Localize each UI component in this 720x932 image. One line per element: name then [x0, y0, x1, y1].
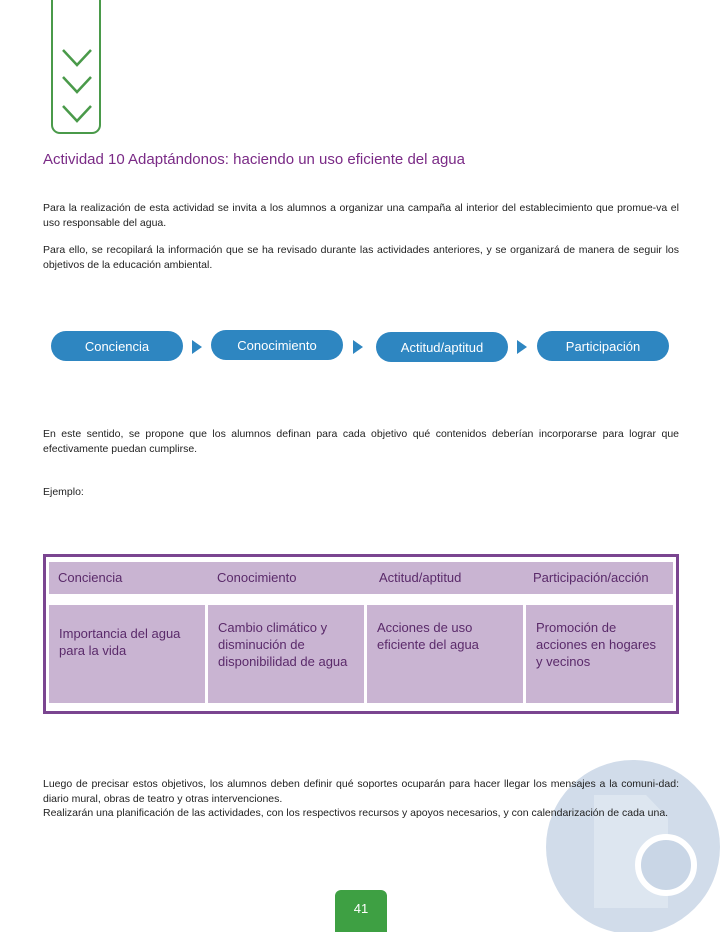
flow-step-conciencia: Conciencia: [51, 331, 183, 361]
table-cell: Acciones de uso eficiente del agua: [367, 605, 523, 703]
chevron-down-icon: [61, 75, 93, 95]
page-number: 41: [335, 890, 387, 932]
table-cell: Cambio climático y disminución de disponibilidad de agua: [208, 605, 364, 703]
table-header: Participación/acción: [533, 570, 649, 585]
activity-heading: Actividad 10 Adaptándonos: haciendo un uso eficiente del agua: [43, 151, 465, 168]
flow-step-participacion: Participación: [537, 331, 669, 361]
arrow-right-icon: [517, 340, 527, 354]
flow-step-actitud: Actitud/aptitud: [376, 332, 508, 362]
table-header: Conciencia: [58, 570, 123, 585]
paragraph: Luego de precisar estos objetivos, los alumnos deben definir qué soportes ocuparán para hacer llegar los mensajes a la comuni-dad: diario mural, obras de teatro y otras intervenciones.: [43, 778, 679, 805]
paragraph: En este sentido, se propone que los alumnos definan para cada objetivo qué contenidos deberían incorporarse para lograr que efectivamente puedan cumplirse.: [43, 428, 679, 455]
paragraph: Realizarán una planificación de las actividades, con los respectivos recursos y apoyos necesarios, y con calendarización de cada una.: [43, 807, 669, 819]
chevron-down-icon: [61, 104, 93, 124]
arrow-right-icon: [353, 340, 363, 354]
table-header: Conocimiento: [217, 570, 297, 585]
objectives-table: [43, 554, 679, 714]
chevron-down-icon: [61, 48, 93, 68]
arrow-right-icon: [192, 340, 202, 354]
table-cell: Importancia del agua para la vida: [49, 605, 205, 703]
paragraph: Para la realización de esta actividad se invita a los alumnos a organizar una campaña al interior del establecimiento que promue-va el uso responsable del agua.: [43, 202, 679, 229]
table-cell: Promoción de acciones en hogares y vecinos: [526, 605, 673, 703]
flow-step-conocimiento: Conocimiento: [211, 330, 343, 360]
paragraph: Para ello, se recopilará la información que se ha revisado durante las actividades anteriores, y se organizará de manera de seguir los objetivos de la educación ambiental.: [43, 244, 679, 271]
paragraph: Ejemplo:: [43, 486, 84, 498]
table-header: Actitud/aptitud: [379, 570, 462, 585]
